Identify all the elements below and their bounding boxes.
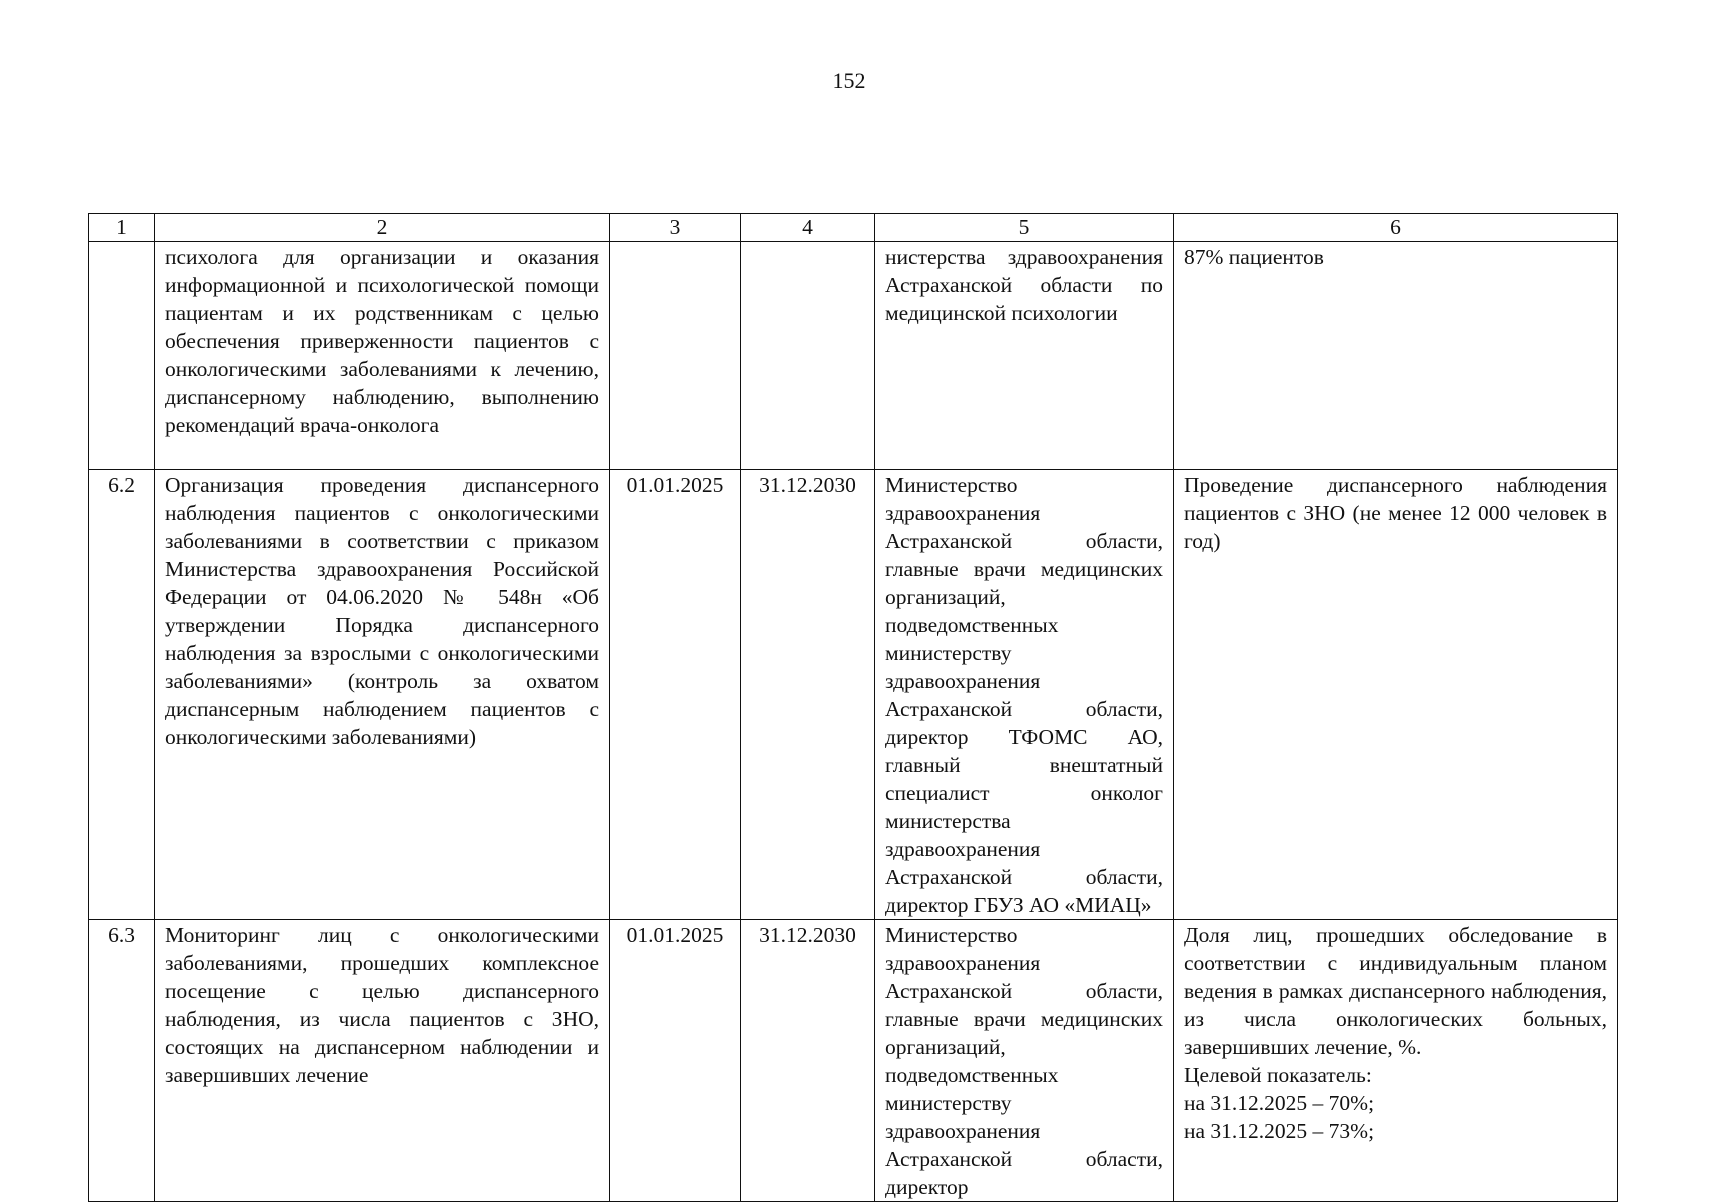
row-start-date: 01.01.2025: [610, 470, 741, 920]
row-description: Мониторинг лиц с онкологическими заболеваниями, прошедших комплексное посещение с целью диспансерного наблюдения, из числа пациентов с ЗНО, состоящих на диспансерном наблюдении и завершивших лечение: [155, 920, 610, 1202]
column-header-3: 3: [610, 214, 741, 242]
activities-table: [88, 213, 1618, 1202]
column-header-5: 5: [875, 214, 1174, 242]
row-result-line: Доля лиц, прошедших обследование в соответствии с индивидуальным планом ведения в рамках диспансерного наблюдения, из числа онкологических больных, завершивших лечение, %.: [1184, 923, 1607, 1059]
row-number: 6.2: [89, 470, 155, 920]
row-start-date: 01.01.2025: [610, 920, 741, 1202]
row-description: психолога для организации и оказания информационной и психологической помощи пациентам и их родственникам с целью обеспечения приверженности пациентов с онкологическими заболеваниями к лечению, диспансерному наблюдению, выполнению рекомендаций врача-онколога: [155, 242, 610, 470]
table-row: [89, 242, 1618, 470]
row-result-line: 87% пациентов: [1184, 245, 1324, 269]
column-header-1: 1: [89, 214, 155, 242]
row-responsible: Министерство здравоохранения Астраханской области, главные врачи медицинских организаций, подведомственных министерству здравоохранения Астраханской области, директор ТФОМС АО, главный внештатный специалист онколог министерства здравоохранения Астраханской области, директор ГБУЗ АО «МИАЦ»: [875, 470, 1174, 920]
row-end-date: 31.12.2030: [741, 920, 875, 1202]
row-result-line: Целевой показатель:: [1184, 1063, 1372, 1087]
column-header-4: 4: [741, 214, 875, 242]
page-number: 152: [832, 68, 866, 93]
table-row: [89, 920, 1618, 1202]
row-responsible: Министерство здравоохранения Астраханской области, главные врачи медицинских организаций, подведомственных министерству здравоохранения Астраханской области, директор: [875, 920, 1174, 1202]
row-result-line: на 31.12.2025 – 73%;: [1184, 1119, 1375, 1143]
row-result-line: на 31.12.2025 – 70%;: [1184, 1091, 1375, 1115]
row-end-date: 31.12.2030: [741, 470, 875, 920]
row-number: 6.3: [89, 920, 155, 1202]
row-result: [1174, 470, 1618, 920]
row-result: [1174, 920, 1618, 1202]
row-result: [1174, 242, 1618, 470]
row-responsible: нистерства здравоохранения Астраханской области по медицинской психологии: [875, 242, 1174, 470]
row-result-line: Проведение диспансерного наблюдения пациентов с ЗНО (не менее 12 000 человек в год): [1184, 473, 1607, 553]
column-header-2: 2: [155, 214, 610, 242]
table-header-row: [89, 214, 1618, 242]
row-description: Организация проведения диспансерного наблюдения пациентов с онкологическими заболеваниями в соответствии с приказом Министерства здравоохранения Российской Федерации от 04.06.2020 № 548н «Об утверждении Порядка диспансерного наблюдения за взрослыми с онкологическими заболеваниями» (контроль за охватом диспансерным наблюдением пациентов с онкологическими заболеваниями): [155, 470, 610, 920]
row-start-date: [610, 242, 741, 470]
row-end-date: [741, 242, 875, 470]
table-row: [89, 470, 1618, 920]
row-number: [89, 242, 155, 470]
column-header-6: 6: [1174, 214, 1618, 242]
